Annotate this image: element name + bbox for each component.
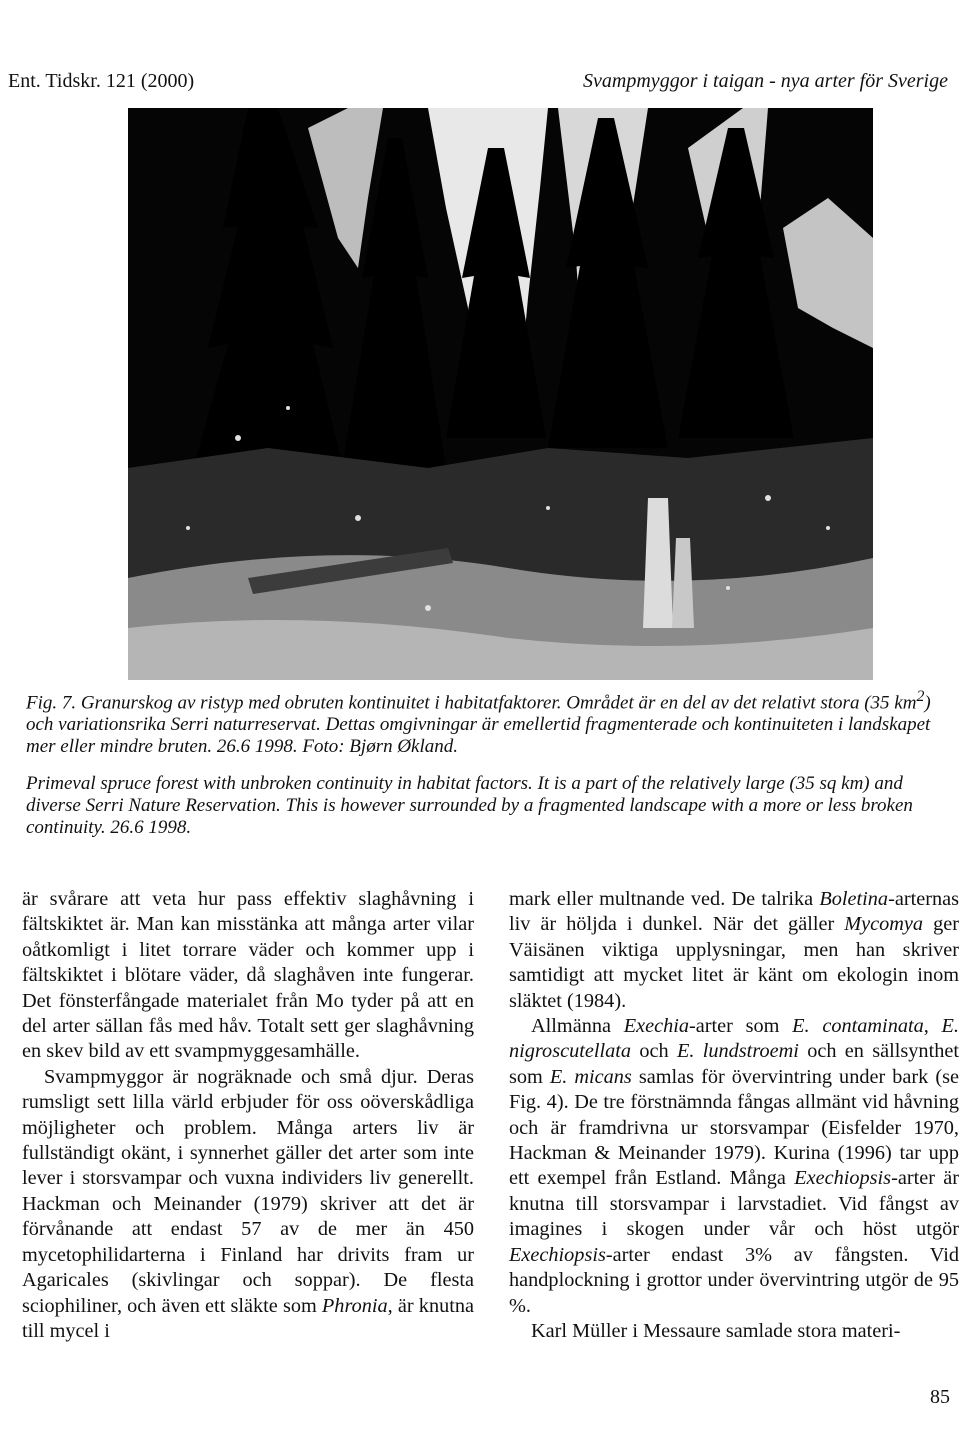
genus-exechia: Exechia — [623, 1015, 690, 1038]
right-paragraph-2 — [509, 1014, 959, 1319]
running-title: Svampmyggor i taigan - nya arter för Sverige — [583, 70, 948, 92]
right-p2-text-a: Allmänna — [531, 1015, 624, 1038]
right-p2-text-h: -arter endast 3% av fångsten. Vid handplockning i grottor under övervintring utgör de 95 %. — [509, 1243, 959, 1317]
caption-text-a: Granurskog av ristyp med obruten kontinuitet i habitatfaktorer. Området är en del av det relativt stora (35 km — [76, 692, 917, 714]
right-text-column — [509, 887, 959, 1344]
left-p2-text-a: Svampmyggor är nogräknade och små djur. Deras rumsligt sett lilla värld erbjuder för oss oöverskådliga möjligheter och problem. Många arters liv är fullständigt okänt, i synnerhet gäller det arter som inte lever i storsvampar och vuxna individers liv generellt. Hackman och Meinander (1979) skriver att det är förvånande att endast 57 av de mer än 450 mycetophilidarterna i Finland har drivits fram ur Agaricales (skivlingar och soppar). De flesta sciophiliner, och även ett släkte som — [22, 1065, 474, 1317]
species-contaminata: E. contaminata — [792, 1015, 924, 1038]
running-header — [8, 70, 952, 100]
left-paragraph-2 — [22, 1065, 474, 1344]
right-p2-text-e: och en sällsynthet som — [509, 1040, 959, 1088]
right-p1-text-a: mark eller multnande ved. De talrika — [509, 888, 820, 910]
right-p2-text-g: -arter är knutna till storsvampar i larvstadiet. Vid fångst av imagines i skogen under vår och höst utgör — [509, 1167, 959, 1241]
figure-label: Fig. 7. — [26, 692, 77, 714]
right-p2-text-c: , — [923, 1015, 942, 1038]
caption-text-b: ) och variationsrika Serri naturreservat. Dettas omgivningar är emellertid fragmenterade och kontinuiteten i landskapet mer eller mindre bruten. 26.6 1998. Foto: Bjørn Økland. — [26, 692, 931, 758]
genus-exechiopsis: Exechiopsis — [794, 1167, 892, 1190]
journal-citation: Ent. Tidskr. 121 (2000) — [8, 70, 195, 92]
genus-boletina: Boletina — [819, 888, 889, 910]
caption-english-text: Primeval spruce forest with unbroken continuity in habitat factors. It is a part of the relatively large (35 sq km) and diverse Serri Nature Reservation. This is however surrounded by a fragmented landscape with a more or less broken continuity. 26.6 1998. — [26, 773, 913, 838]
right-paragraph-3: Karl Müller i Messaure samlade stora materi- — [531, 1319, 901, 1342]
figure-caption-english — [26, 773, 936, 839]
caption-superscript: 2 — [916, 688, 925, 705]
right-p1-text-c: ger Väisänen viktiga upplysningar, men han skriver samtidigt att mycket litet är känt om ekologin inom släktet (1984). — [509, 913, 959, 1012]
species-lundstroemi: E. lundstroemi — [676, 1040, 799, 1063]
species-micans: E. micans — [549, 1065, 632, 1088]
right-p2-text-f: samlas för övervintring under bark (se Fig. 4). De tre förstnämnda fångas allmänt vid håvning och är framdrivna ur storsvampar (Eisfelder 1970, Hackman & Meinander 1979). Kurina (1996) tar upp ett exempel från Estland. Många — [509, 1065, 959, 1190]
genus-phronia: Phronia — [321, 1294, 388, 1317]
right-p2-text-d: och — [631, 1040, 677, 1063]
genus-mycomya: Mycomya — [844, 913, 924, 936]
forest-photograph — [128, 108, 873, 680]
page-number: 85 — [930, 1386, 950, 1408]
species-nigroscutellata: E. nigroscutellata — [509, 1015, 960, 1063]
left-text-column — [22, 887, 474, 1344]
genus-exechiopsis-2: Exechiopsis — [509, 1243, 606, 1266]
right-p2-text-b: -arter som — [689, 1015, 793, 1038]
left-p2-text-b: , är knutna till mycel i — [22, 1294, 474, 1342]
figure-caption-swedish — [26, 686, 936, 758]
spruce-forest-image — [128, 108, 873, 680]
right-p1-text-b: -arternas liv är höljda i dunkel. När det gäller — [509, 888, 959, 936]
right-paragraph-1 — [509, 887, 959, 1014]
left-paragraph-1: är svårare att veta hur pass effektiv slaghåvning i fältskiktet är. Man kan misstänka att många arter vilar oåtkomligt i litet torrare väder och kommer upp i fältskiktet i blötare väder, då slaghåven inte fungerar. Det fönsterfångade materialet från Mo tyder på att en del arter sällan fås med håv. Totalt sett ger slaghåvning en skev bild av ett svampmyggesamhälle. — [22, 888, 474, 1063]
